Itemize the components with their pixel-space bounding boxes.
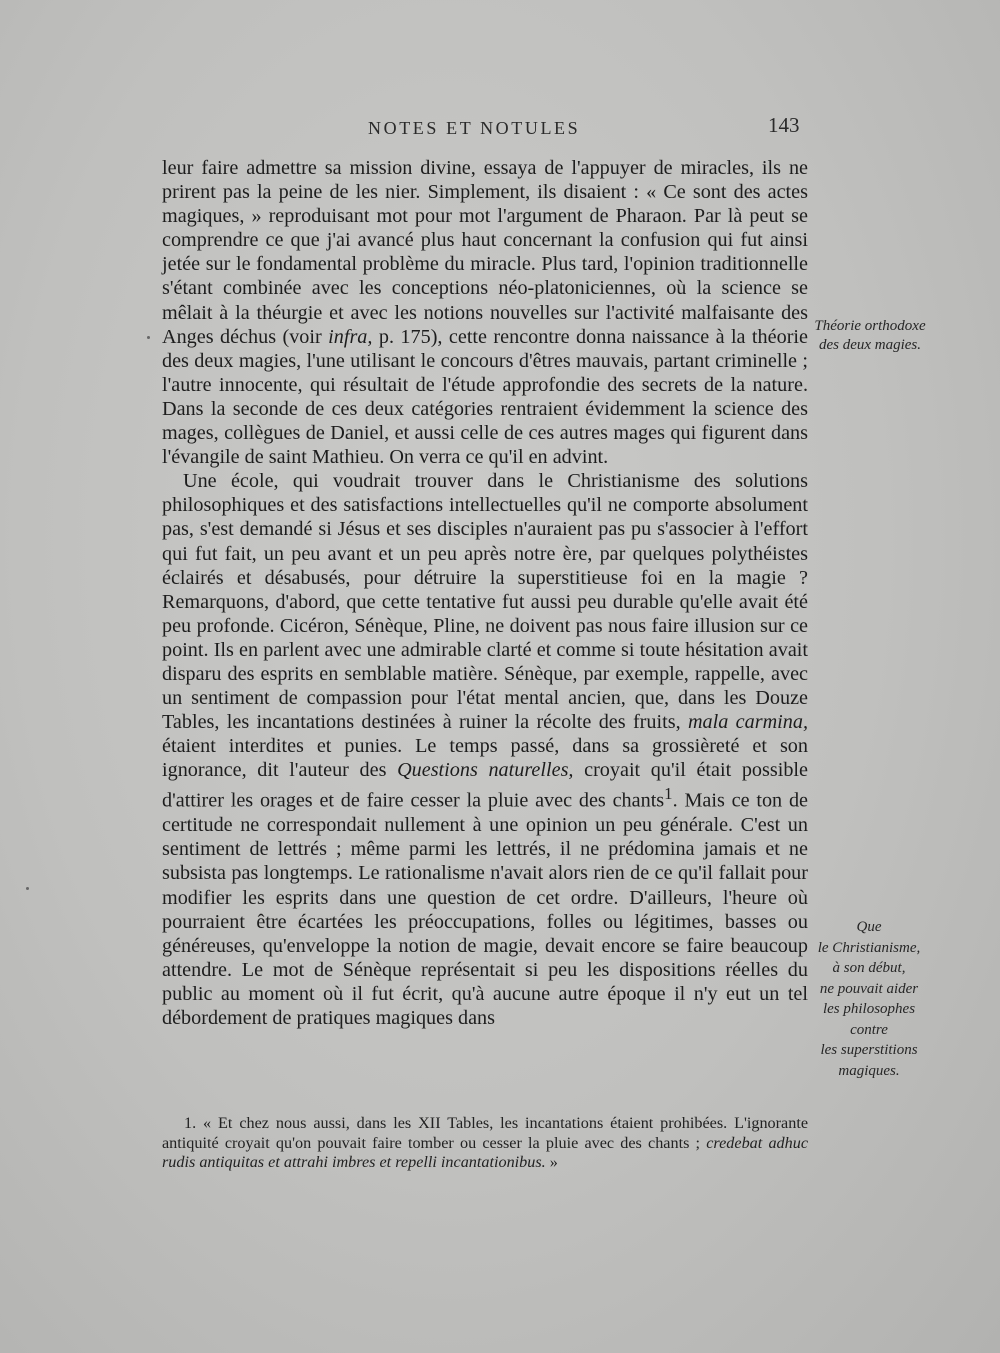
margin-note-christianity [808,917,930,1081]
margin-note-line: magiques. [838,1062,900,1079]
footnote [162,1114,808,1173]
paper-speck [26,887,29,890]
paragraph-2 [162,469,808,1030]
footnote-text-a: « Et chez nous aussi, dans les XII Tables, les incantations étaient prohibées. L'ignorante antiquité croyait qu'on pouvait faire tomber ou cesser la pluie avec des chants ; [162,1114,808,1152]
margin-note-line: les philosophes [822,1001,916,1017]
margin-note-line: ne pouvait aider [819,980,919,997]
paragraph-1 [162,156,808,469]
margin-note-line: Que [856,919,882,935]
paragraph-2-text-c: croyait qu'il était possible d'attirer les orages et de faire cesser la pluie avec des chants [162,759,808,813]
main-text [162,156,808,1030]
paragraph-1-text: leur faire admettre sa mission divine, essaya de l'appuyer de miracles, ils ne prirent pas la peine de les nier. Simplement, ils disaient : « Ce sont des actes magiques, » reproduisant mot pour mot l'argument de Pharaon. Par là peut se comprendre ce que j'ai avancé plus haut concernant la confusion qui fut ainsi jetée sur le fondamental problème du miracle. Plus tard, l'opinion traditionnelle s'étant combinée avec les conceptions néo-platoniciennes, où la science se mêlait à la théurgie et avec les notions nouvelles sur l'activité malfaisante des Anges déchus (voir [162,157,808,348]
margin-note-line: le Christianisme, [817,939,921,956]
paragraph-2-text-d: . Mais ce ton de certitude ne correspondait nullement à une opinion un peu générale. C'est un sentiment de lettrés ; même parmi les lettrés, il ne prédomina jamais et ne subsista pas longtemps. Le rationalisme n'avait alors rien de ce qu'il fallait pour modifier les esprits dans une question de cet ordre. D'ailleurs, l'heure où pourraient être écartées les préoccupations, folles ou légitimes, basses ou généreuses, qu'enveloppe la notion de magie, devait encore se faire beaucoup attendre. Le mot de Sénèque représentait si peu les dispositions réelles du public au moment où il fut écrit, qu'à aucune autre époque il n'y eut un tel débordement de pratiques magiques dans [162,790,808,1030]
paragraph-2-italic-2: Questions naturelles, [397,759,574,782]
paper-speck [147,336,150,339]
footnote-number: 1. [184,1114,197,1132]
margin-note-line: contre [850,1021,888,1038]
paragraph-2-italic-1: mala carmina, [687,711,808,734]
footnote-text-b: » [545,1153,558,1171]
margin-note-line: les superstitions [820,1042,918,1058]
paragraph-2-text-b: étaient interdites et punies. Le temps passé, dans sa grossièreté et son ignorance, dit l'auteur des [162,735,808,782]
margin-note-line: à son début, [832,960,906,976]
margin-note-orthodox-theory: Théorie orthodoxe des deux magies. [814,318,926,353]
footnote-latin: credebat adhuc rudis antiquitas et attrahi imbres et repelli incantationibus. [162,1133,808,1171]
page-number: 143 [768,113,800,137]
running-title: NOTES ET NOTULES [368,118,581,138]
paragraph-1-rest: p. 175), cette rencontre donna naissance à la théorie des deux magies, l'une utilisant le concours d'êtres mauvais, partant criminelle ; l'autre innocente, qui résultait de l'étude approfondie des secrets de la nature. Dans la seconde de ces deux catégories rentraient évidemment la science des mages, collègues de Daniel, et aussi celle de ces autres mages qui figurent dans l'évangile de saint Mathieu. On verra ce qu'il en advint. [162,325,808,469]
paragraph-2-text-a: Une école, qui voudrait trouver dans le Christianisme des solutions philosophiques et des satisfactions intellectuelles qu'il ne comporte absolument pas, s'est demandé si Jésus et ses disciples n'auraient pas pu s'associer à l'effort qui fut fait, un peu avant et un peu après notre ère, par quelques polythéistes éclairés et désabusés, pour détruire la superstitieuse foi en la magie ? Remarquons, d'abord, que cette tentative fut aussi peu durable qu'elle avait été peu profonde. Cicéron, Sénèque, Pline, ne doivent pas nous faire illusion sur ce point. Ils en parlent avec une admirable clarté et comme si toute hésitation avait disparu des esprits en semblable matière. Sénèque, par exemple, rappelle, avec un sentiment de compassion pour l'état mental ancien, que, dans les Douze Tables, les incantations destinées à ruiner la récolte des fruits, [162,470,808,734]
footnote-reference: 1 [664,784,673,804]
paragraph-1-italic: infra, [328,325,373,348]
